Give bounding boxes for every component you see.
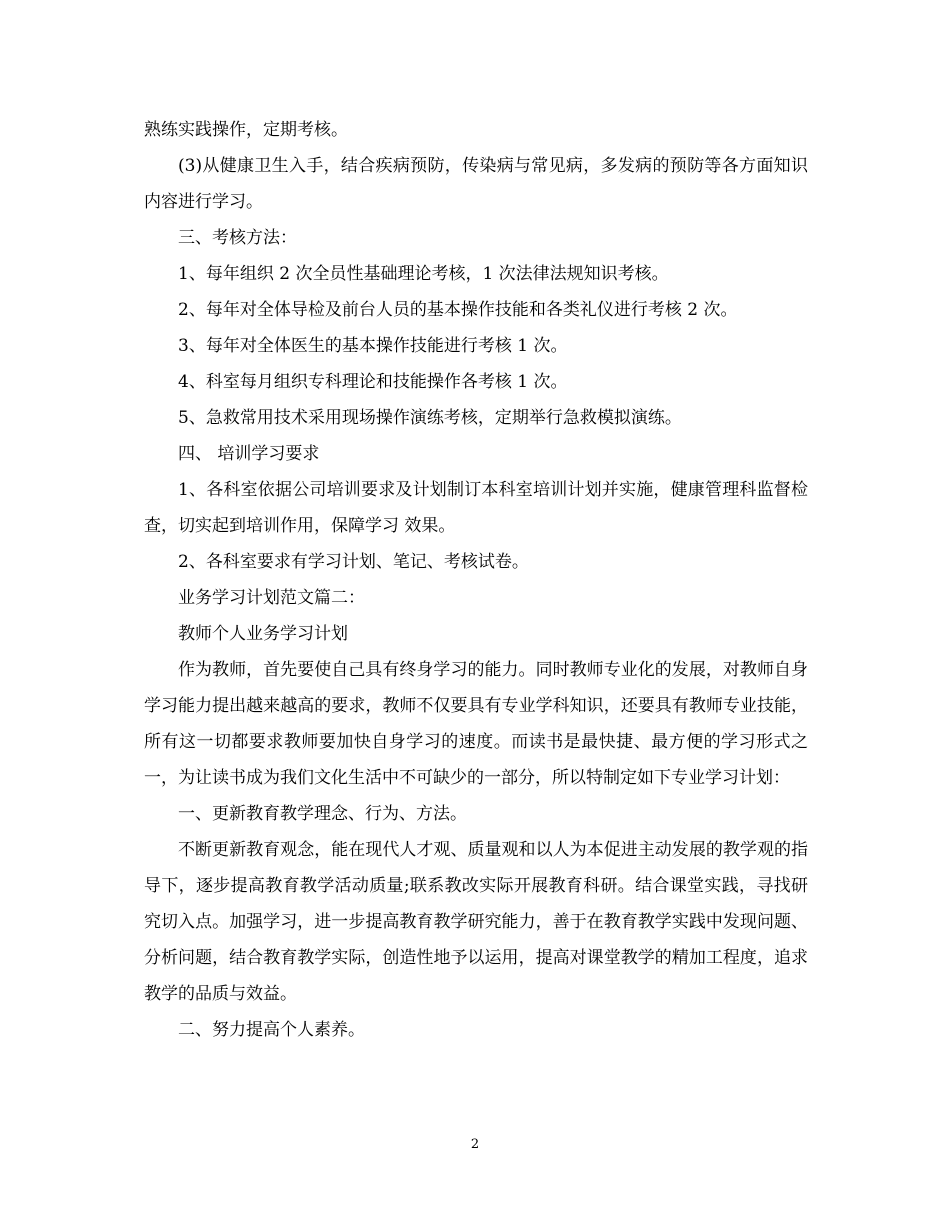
- paragraph-intro: 作为教师，首先要使自己具有终身学习的能力。同时教师专业化的发展，对教师自身学习能力提出越来越高的要求，教师不仅要具有专业学科知识，还要具有教师专业技能，所有这一切都要求教师要加快自身学习的速度。而读书是最快捷、最方便的学习形式之一，为让读书成为我们文化生活中不可缺少的一部分，所以特制定如下专业学习计划：: [144, 660, 808, 788]
- page-number: 2: [470, 1137, 480, 1152]
- section-title-sample-two: 业务学习计划范文篇二：: [178, 588, 365, 608]
- list-item-assessment-5: 5、急救常用技术采用现场操作演练考核，定期举行急救模拟演练。: [178, 408, 682, 428]
- paragraph-update-concepts: 不断更新教育观念，能在现代人才观、质量观和以人为本促进主动发展的教学观的指导下，逐步提高教育教学活动质量;联系教改实际开展教育科研。结合课堂实践，寻找研究切入点。加强学习，进一步提高教育教学研究能力，善于在教育教学实践中发现问题、分析问题，结合教育教学实际，创造性地予以运用，提高对课堂教学的精加工程度，追求教学的品质与效益。: [144, 840, 808, 1004]
- document-body: [144, 112, 808, 1048]
- heading-assessment-methods: 三、考核方法：: [178, 228, 297, 248]
- paragraph-health-knowledge: (3)从健康卫生入手，结合疾病预防，传染病与常见病，多发病的预防等各方面知识内容进行学习。: [144, 156, 808, 212]
- list-item-requirement-2: 2、各科室要求有学习计划、笔记、考核试卷。: [178, 552, 529, 572]
- document-title-teacher-plan: 教师个人业务学习计划: [178, 624, 348, 644]
- list-item-assessment-4: 4、科室每月组织专科理论和技能操作各考核 1 次。: [178, 372, 568, 392]
- list-item-assessment-2: 2、每年对全体导检及前台人员的基本操作技能和各类礼仪进行考核 2 次。: [178, 300, 738, 320]
- paragraph-continuation: 熟练实践操作，定期考核。: [144, 120, 348, 140]
- heading-training-requirements: 四、 培训学习要求: [178, 444, 320, 464]
- list-item-requirement-1: 1、各科室依据公司培训要求及计划制订本科室培训计划并实施，健康管理科监督检查，切实起到培训作用，保障学习 效果。: [144, 480, 808, 536]
- heading-personal-quality: 二、努力提高个人素养。: [178, 1020, 365, 1040]
- list-item-assessment-1: 1、每年组织 2 次全员性基础理论考核，1 次法律法规知识考核。: [178, 264, 669, 284]
- heading-update-concepts: 一、更新教育教学理念、行为、方法。: [178, 804, 467, 824]
- list-item-assessment-3: 3、每年对全体医生的基本操作技能进行考核 1 次。: [178, 336, 568, 356]
